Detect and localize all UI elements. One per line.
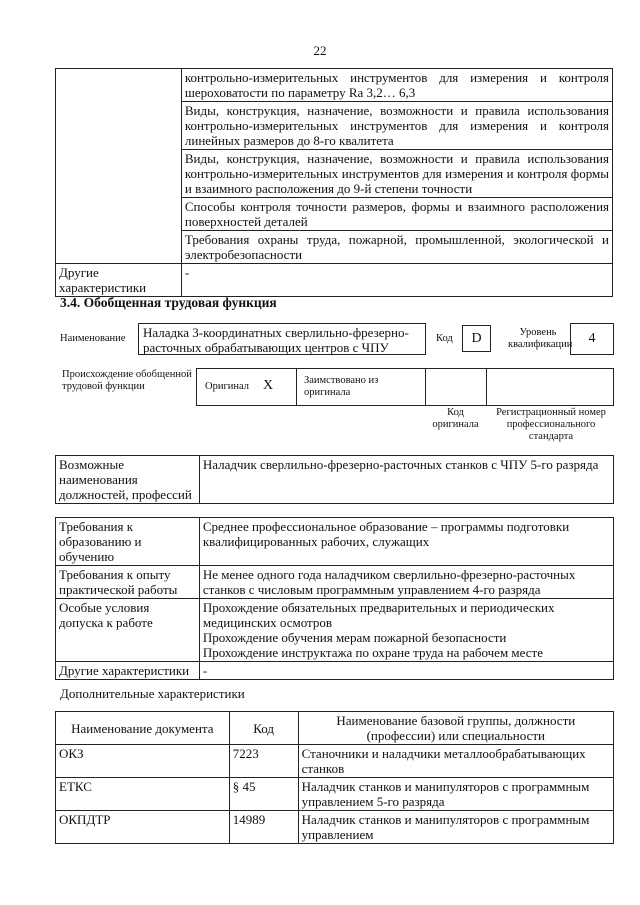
- table-row: [56, 456, 614, 504]
- level-value: 4: [570, 323, 614, 355]
- origin-label: Происхождение обобщенной трудовой функции: [62, 369, 192, 392]
- divider: [486, 368, 487, 406]
- table-row: [56, 599, 614, 662]
- original-label: Оригинал: [205, 381, 249, 392]
- requirement-value: Среднее профессиональное образование – программы подготовки квалифицированных рабочих, служащих: [199, 518, 613, 566]
- requirement-line: Прохождение обучения мерам пожарной безопасности: [202, 630, 507, 645]
- table-row: [56, 566, 614, 599]
- requirement-label: Требования к опыту практической работы: [56, 566, 200, 599]
- section-heading: 3.4. Обобщенная трудовая функция: [60, 295, 277, 310]
- requirement-value: [199, 599, 613, 662]
- column-header: Наименование базовой группы, должности (профессии) или специальности: [298, 712, 613, 745]
- table-cell: ЕТКС: [56, 778, 230, 811]
- table-cell: Наладчик станков и манипуляторов с программным управлением: [298, 811, 613, 844]
- requirements-table: [55, 517, 614, 680]
- table-cell: 14989: [229, 811, 298, 844]
- requirement-value: Не менее одного года наладчиком сверлильно-фрезерно-расточных станков с числовым программным управлением 4-го разряда: [199, 566, 613, 599]
- borrowed-label: Заимствовано из оригинала: [304, 375, 379, 398]
- top-table: [55, 68, 613, 297]
- positions-table: [55, 455, 614, 504]
- additional-table: [55, 711, 614, 844]
- reg-number-label: Регистрационный номер профессионального стандарта: [496, 407, 606, 442]
- requirement-line: Прохождение инструктажа по охране труда на рабочем месте: [202, 645, 543, 660]
- table-header-row: [56, 712, 614, 745]
- table-row: [56, 662, 614, 680]
- original-mark: X: [263, 378, 274, 393]
- table-row: [56, 69, 613, 102]
- requirement-line: Прохождение обязательных предварительных и периодических медицинских осмотров: [202, 600, 555, 630]
- table-cell: -: [181, 264, 612, 297]
- requirement-label: Другие характеристики: [56, 662, 200, 680]
- table-cell: ОКЗ: [56, 745, 230, 778]
- additional-heading: Дополнительные характеристики: [60, 686, 245, 701]
- table-cell: 7223: [229, 745, 298, 778]
- page-number: 22: [313, 43, 327, 58]
- table-cell: § 45: [229, 778, 298, 811]
- table-row: [56, 811, 614, 844]
- column-header: Наименование документа: [56, 712, 230, 745]
- divider: [296, 368, 297, 406]
- table-cell: Станочники и наладчики металлообрабатывающих станков: [298, 745, 613, 778]
- table-row: [56, 264, 613, 297]
- table-cell: Требования охраны труда, пожарной, промышленной, экологической и электробезопасности: [181, 231, 612, 264]
- requirement-label: Особые условия допуска к работе: [56, 599, 200, 662]
- level-label: Уровень квалификации: [508, 327, 573, 350]
- table-cell: Виды, конструкция, назначение, возможности и правила использования контрольно-измерительных инструментов для измерения и контроля формы и взаимного расположения до 9-й степени точности: [181, 150, 612, 198]
- table-cell: Наладчик станков и манипуляторов с программным управлением 5-го разряда: [298, 778, 613, 811]
- table-row: [56, 778, 614, 811]
- table-cell: Способы контроля точности размеров, формы и взаимного расположения поверхностей деталей: [181, 198, 612, 231]
- table-cell: [56, 69, 182, 264]
- function-name-value: Наладка 3-координатных сверлильно-фрезерно-расточных обрабатывающих центров с ЧПУ: [138, 323, 426, 355]
- code-original-label: Код оригинала: [432, 407, 479, 430]
- table-cell: Виды, конструкция, назначение, возможности и правила использования контрольно-измерительных инструментов для измерения и контроля линейных размеров до 8-го квалитета: [181, 102, 612, 150]
- table-row: [56, 518, 614, 566]
- name-label: Наименование: [60, 333, 126, 344]
- table-cell: контрольно-измерительных инструментов для измерения и контроля шероховатости по параметру Ra 3,2… 6,3: [181, 69, 612, 102]
- requirement-label: Требования к образованию и обучению: [56, 518, 200, 566]
- code-label: Код: [436, 333, 453, 344]
- divider: [425, 368, 426, 406]
- requirement-value: -: [199, 662, 613, 680]
- table-row: [56, 745, 614, 778]
- positions-label: Возможные наименования должностей, профессий: [56, 456, 200, 504]
- code-value: D: [462, 325, 491, 352]
- table-cell: Другие характеристики: [56, 264, 182, 297]
- positions-value: Наладчик сверлильно-фрезерно-расточных станков с ЧПУ 5-го разряда: [199, 456, 613, 504]
- column-header: Код: [229, 712, 298, 745]
- table-cell: ОКПДТР: [56, 811, 230, 844]
